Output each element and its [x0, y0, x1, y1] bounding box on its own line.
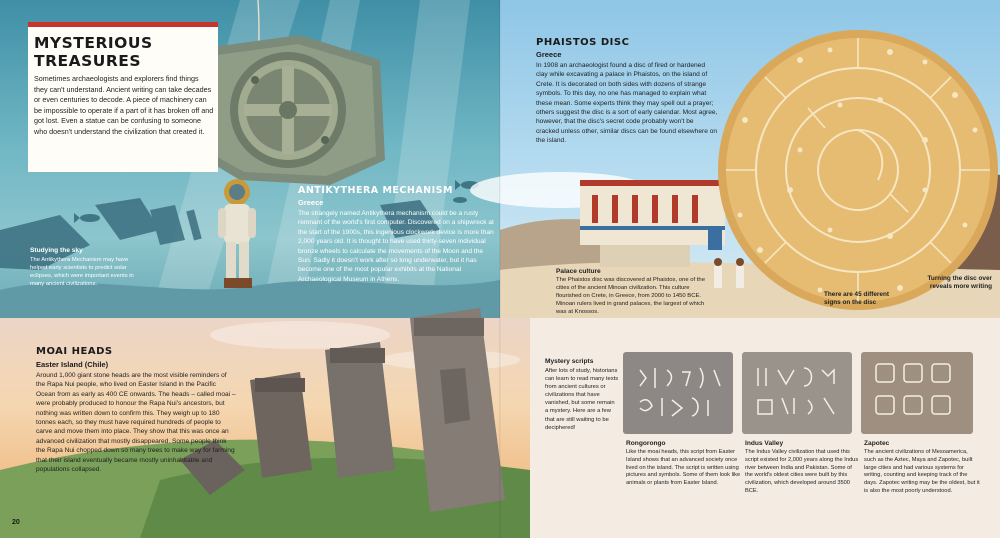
indus-valley-title: Indus Valley [745, 440, 784, 447]
antikythera-heading: ANTIKYTHERA MECHANISM [298, 185, 453, 196]
phaistos-heading: PHAISTOS DISC [536, 37, 630, 48]
disc-signs-label: There are 45 different signs on the disc [824, 291, 889, 306]
zapotec-text: The ancient civilizations of Mesoamerica, such as the Aztec, Maya and Zapotec, built large cities and had various systems for writing, counting and keeping track of the days. Zapotec writing may be the oldest, but it is also the most poorly understood. [864, 449, 980, 494]
moai-heading: MOAI HEADS [36, 346, 113, 357]
mystery-scripts-text: After lots of study, historians can learn to read many texts from ancient cultures or civilizations that have vanished, but some remain a mystery. Here are a few that are still waiting to be deciphered! [545, 368, 619, 431]
intro-text: Sometimes archaeologists and explorers find things they can't understand. Ancient writing can take decades or even centuries to decode. A piece of machinery can be impossible to operate if a part of it has broken off and got lost. Even a statue can be confusing to someone who doesn't understand the civilization that created it. [34, 74, 214, 136]
indus-valley-text: The Indus Valley civilization that used this script existed for 2,000 years along the Indus river between India and Pakistan. Some of the world's oldest cities were built by this civilization, which developed around 3500 BCE. [745, 449, 859, 494]
moai-text: Around 1,000 giant stone heads are the most visible reminders of the Rapa Nui people, who lived on Easter Island in the Pacific Ocean from as early as 400 CE onwards. The heads – called moai – were probably produced to honour the Rapa Nui's ancestors, but nothing was written down to confirm this. They weigh up to 180 tonnes each, so they must have required hundreds of people to carve and move them into place. They show that this was once an advanced civilization that mostly disappeared. Some people think the Rapa Nui chopped down so many trees to make way for farming that their island eventually became mostly uninhabitable and populations collapsed. [36, 372, 236, 474]
mystery-scripts-title: Mystery scripts [545, 358, 594, 365]
antikythera-text: The strangely named Antikythera mechanism could be a rusty remnant of the world's first computer. Discovered on a shipwreck at the start of the 1900s, this ingenious clockwork device is more than 2,000 years old. It is thought to have used thirty-seven individual bronze wheels to calculate the movements of the Moon and the Sun. Sadly it doesn't work after so long underwater, but it has become one of the most popular exhibits at the National Archaeological Museum in Athens. [298, 210, 494, 283]
disc-turn-label: Turning the disc over reveals more writing [927, 275, 992, 290]
palace-culture-caption-text: The Phaistos disc was discovered at Phaistos, one of the cities of the ancient Minoan civilization. This culture flourished on Crete, in Greece, from 2000 to 1450 BCE. Minoan rulers lived in grand palaces, the largest of which was at Knossos. [556, 277, 705, 315]
studying-sky-caption-text: The Antikythera Mechanism may have helped early scientists to predict solar eclipses, which were important events in many ancient civilizations. [30, 257, 134, 287]
page-fold [499, 0, 501, 538]
intro-box [28, 22, 218, 172]
accent-bar [28, 22, 218, 27]
page-title-line1: MYSTERIOUS [34, 34, 153, 52]
moai-location: Easter Island (Chile) [36, 360, 109, 369]
palace-culture-caption-title: Palace culture [556, 268, 601, 275]
page-number: 20 [12, 519, 20, 526]
studying-sky-caption-title: Studying the sky [30, 247, 83, 254]
antikythera-location: Greece [298, 198, 324, 207]
phaistos-text: In 1908 an archaeologist found a disc of fired or hardened clay while excavating a palace in Phaistos, on the island of Crete. It is decorated on both sides with dozens of strange symbols. To this day, no one has managed to explain what these mean. Some experts think they may spell out a prayer; others suggest the disc is a sort of early calendar. Most agree, however, that the disc's secret code probably won't be cracked unless other, similar discs can be found elsewhere on the island. [536, 62, 718, 145]
zapotec-title: Zapotec [864, 440, 890, 447]
phaistos-location: Greece [536, 50, 562, 59]
page-title [34, 34, 154, 70]
page-title-line2: TREASURES [34, 52, 142, 70]
rongorongo-title: Rongorongo [626, 440, 666, 447]
rongorongo-text: Like the moai heads, this script from Easter Island shows that an advanced society once lived on the island. The script is written using pictures and symbols. Some of them look like animals or plants from Easter Island. [626, 449, 741, 487]
